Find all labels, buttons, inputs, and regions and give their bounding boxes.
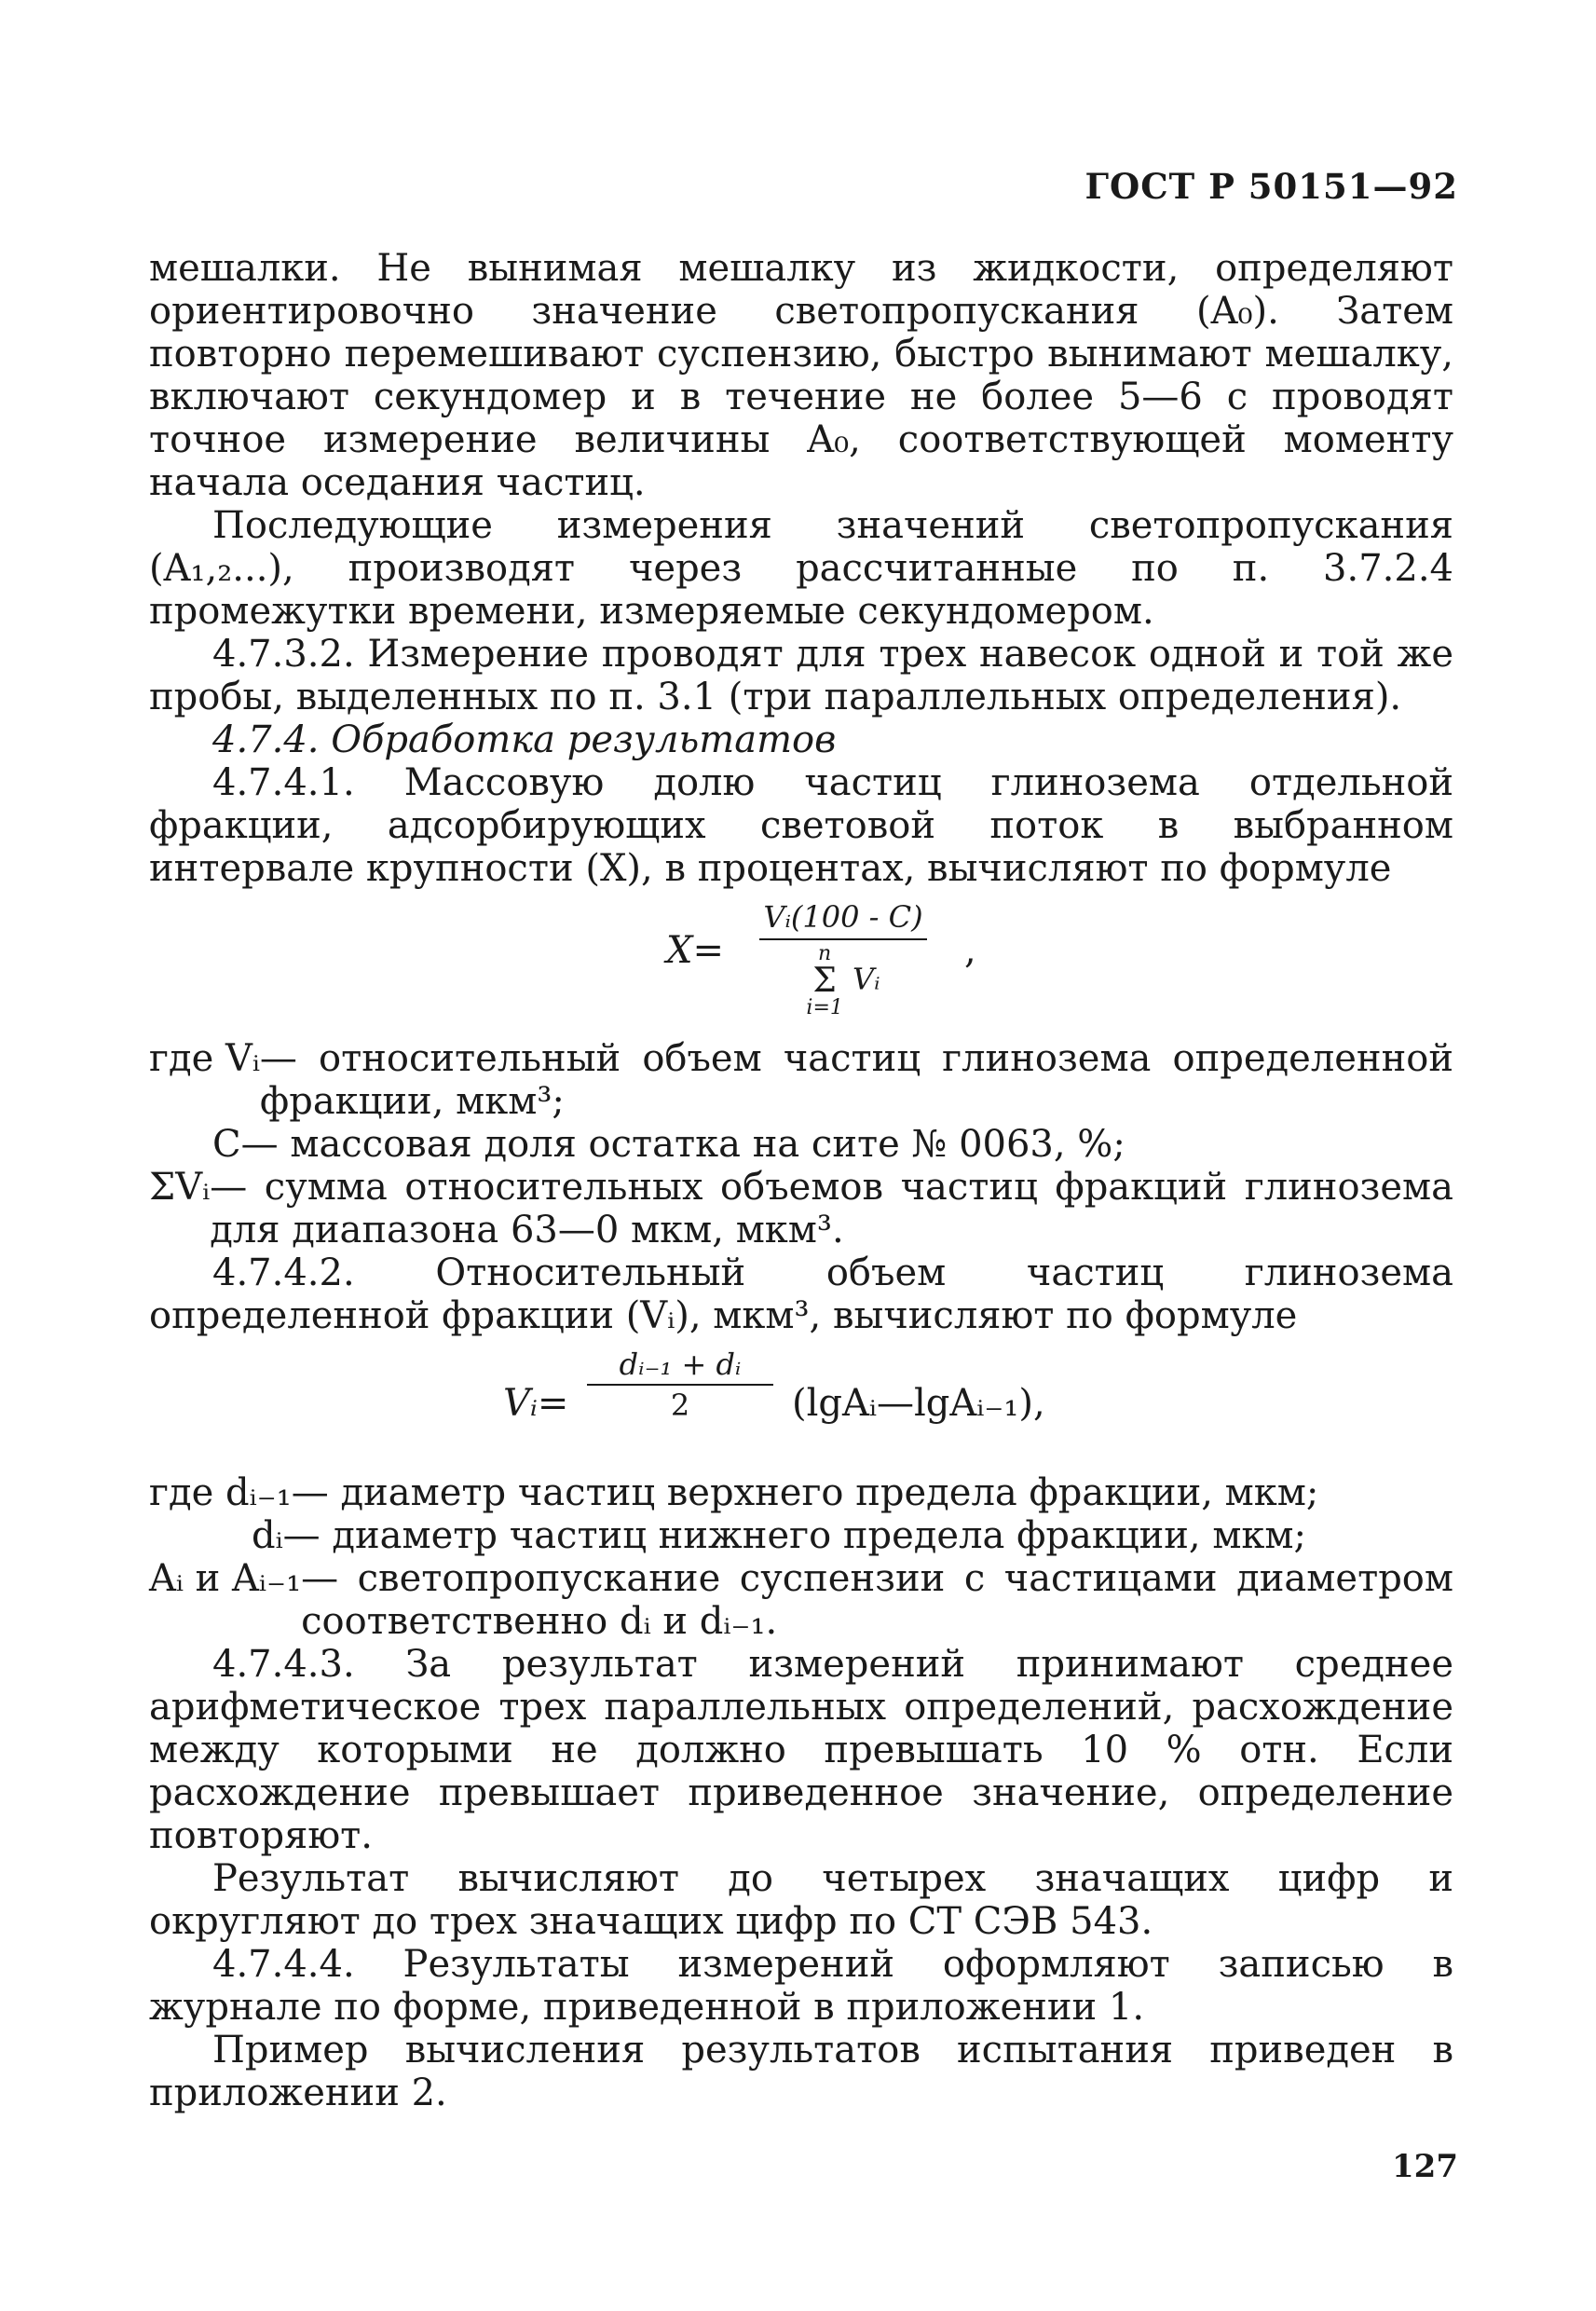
paragraph-6: 4.7.4.2. Относительный объем частиц глинозема определенной фракции (Vᵢ), мкм³, вычисляют по формуле xyxy=(149,1251,1453,1337)
page-number: 127 xyxy=(1392,2148,1458,2185)
sum-operator xyxy=(806,944,842,1019)
definition-text: — светопропускание суспензии с частицами диаметром соответственно dᵢ и dᵢ₋₁. xyxy=(301,1557,1453,1643)
definition-key: Aᵢ и Aᵢ₋₁ xyxy=(149,1557,302,1600)
definition-row xyxy=(149,1514,1453,1557)
definition-row xyxy=(149,1471,1453,1514)
fraction-bar xyxy=(587,1384,773,1386)
definition-text: — массовая доля остатка на сите № 0063, %; xyxy=(240,1123,1125,1166)
definitions-2 xyxy=(149,1471,1453,1643)
paragraph-2: Последующие измерения значений светопропускания (A₁,₂...), производят через рассчитанные по п. 3.7.2.4 промежутки времени, измеряемые секундомером. xyxy=(149,504,1453,633)
paragraph-5: 4.7.4.1. Массовую долю частиц глинозема отдельной фракции, адсорбирующих световой поток в выбранном интервале крупности (X), в процентах, вычисляют по формуле xyxy=(149,761,1453,890)
formula-v-rhs: (lgAᵢ—lgAᵢ₋₁), xyxy=(792,1382,1045,1425)
formula-x-fraction xyxy=(759,899,927,1019)
sum-term: Vᵢ xyxy=(853,961,880,997)
document-body xyxy=(149,247,1453,2114)
definition-row xyxy=(149,1557,1453,1643)
formula-x xyxy=(149,899,1453,1030)
formula-v xyxy=(149,1347,1453,1449)
definition-row xyxy=(149,1037,1453,1123)
definition-row xyxy=(149,1166,1453,1251)
paragraph-9: 4.7.4.4. Результаты измерений оформляют записью в журнале по форме, приведенной в приложении 1. xyxy=(149,1943,1453,2029)
fraction-bar xyxy=(759,938,927,940)
page-header: ГОСТ Р 50151—92 xyxy=(1084,166,1458,207)
definition-text: — диаметр частиц верхнего предела фракции, мкм; xyxy=(291,1471,1319,1514)
definition-text: — диаметр частиц нижнего предела фракции, мкм; xyxy=(282,1514,1307,1557)
formula-x-denominator xyxy=(759,944,927,1019)
definition-key: ΣVᵢ xyxy=(149,1166,211,1209)
definition-key: где dᵢ₋₁ xyxy=(149,1471,292,1514)
formula-x-lhs: X= xyxy=(666,929,724,972)
paragraph-10: Пример вычисления результатов испытания приведен в приложении 2. xyxy=(149,2029,1453,2114)
paragraph-8: Результат вычисляют до четырех значащих цифр и округляют до трех значащих цифр по СТ СЭВ 543. xyxy=(149,1857,1453,1943)
formula-v-lhs: Vᵢ= xyxy=(503,1382,569,1425)
definition-text: — относительный объем частиц глинозема определенной фракции, мкм³; xyxy=(259,1037,1453,1123)
definition-key: C xyxy=(212,1123,241,1166)
definition-key: dᵢ xyxy=(252,1514,283,1557)
formula-x-comma: , xyxy=(964,929,976,972)
definition-key: где Vᵢ xyxy=(149,1037,260,1080)
definition-row xyxy=(149,1123,1453,1166)
paragraph-1: мешалки. Не вынимая мешалку из жидкости, определяют ориентировочно значение светопропускания (A₀). Затем повторно перемешивают суспензию, быстро вынимают мешалку, включают секундомер и в течение не более 5—6 с проводят точное измерение величины A₀, соответствующей моменту начала оседания частиц. xyxy=(149,247,1453,504)
paragraph-3: 4.7.3.2. Измерение проводят для трех навесок одной и той же пробы, выделенных по п. 3.1 (три параллельных определения). xyxy=(149,633,1453,718)
formula-v-denominator: 2 xyxy=(670,1388,690,1423)
sum-upper-limit: n xyxy=(818,942,832,965)
sum-symbol: Σ xyxy=(812,962,837,1000)
paragraph-7: 4.7.4.3. За результат измерений принимают среднее арифметическое трех параллельных определений, расхождение между которыми не должно превышать 10 % отн. Если расхождение превышает приведенное значение, определение повторяют. xyxy=(149,1643,1453,1857)
section-title: 4.7.4. Обработка результатов xyxy=(212,718,837,761)
formula-x-numerator: Vᵢ(100 - C) xyxy=(763,899,923,935)
formula-v-fraction xyxy=(587,1347,773,1421)
definitions-1 xyxy=(149,1037,1453,1251)
definition-text: — сумма относительных объемов частиц фракций глинозема для диапазона 63—0 мкм, мкм³. xyxy=(210,1166,1453,1251)
sum-lower-limit: i=1 xyxy=(806,996,843,1019)
formula-v-numerator: dᵢ₋₁ + dᵢ xyxy=(619,1347,742,1382)
